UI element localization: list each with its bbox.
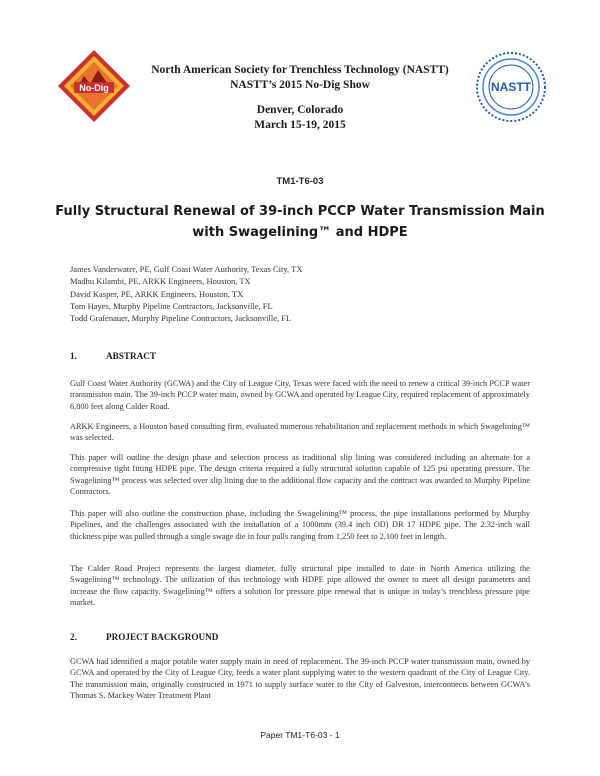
conference-location: Denver, Colorado bbox=[256, 104, 344, 116]
author-item: James Vanderwater, PE, Gulf Coast Water Authority, Texas City, TX bbox=[70, 264, 303, 274]
paragraph: ARKK Engineers, a Houston based consulting firm, evaluated numerous rehabilitation and replacement methods in which Swagelining™ was selected. bbox=[70, 422, 530, 443]
conference-dates: March 15-19, 2015 bbox=[254, 119, 346, 131]
page-footer: Paper TM1-T6-03 - 1 bbox=[260, 730, 340, 740]
svg-text:NASTT: NASTT bbox=[491, 80, 531, 94]
section-heading-abstract bbox=[70, 351, 156, 361]
paragraph: GCWA had identified a major potable water supply main in need of replacement. The 39-inch PCCP water transmission main, owned by GCWA and operated by the City of League City, feeds a water plant supplying water to the western quadrant of the City of League City. The transmission main, originally constructed in 1971 to supply surface water to the City of Galveston, interconnects between GCWA’s Thomas S. Mackey Water Treatment Plant bbox=[70, 657, 530, 701]
section-number: 1. bbox=[70, 351, 77, 361]
section-title: PROJECT BACKGROUND bbox=[106, 632, 219, 642]
paragraph: This paper will outline the design phase and selection process as traditional slip lining was considered including an alternate for a compressive tight fitting HDPE pipe. The design criteria required a fully structural solution capable of 125 psi operating pressure. The Swagelining™ process was selected over slip lining due to the additional flow capacity and the contract was awarded to Murphy Pipeline Contractors. bbox=[70, 453, 530, 497]
title-line-2: with Swagelining™ and HDPE bbox=[192, 225, 408, 240]
conference-org: North American Society for Trenchless Technology (NASTT) bbox=[151, 64, 449, 76]
section-number: 2. bbox=[70, 632, 77, 642]
paragraph: This paper will also outline the construction phase, including the Swagelining™ process, the pipe installations performed by Murphy Pipelines, and the challenges associated with the installation of a 1000mm (39.4 inch OD) DR 17 HDPE pipe. The 2.32-inch wall thickness pipe was pulled through a single swage die in four pulls ranging from 1,250 feet to 2,100 feet in length. bbox=[70, 509, 530, 541]
author-item: David Kasper, PE, ARKK Engineers, Houston, TX bbox=[70, 288, 244, 299]
conference-show: NASTT’s 2015 No-Dig Show bbox=[230, 79, 370, 91]
paper-code: TM1-T6-03 bbox=[276, 176, 324, 187]
paragraph: The Calder Road Project represents the largest diameter, fully structural pipe installed to date in North America utilizing the Swagelining™ technology. The utilization of this technology with HDPE pipe allowed the owner to meet all design parameters and increase the flow capacity. Swagelining™ offers a solution for pressure pipe renewal that is unique in today’s trenchless pressure pipe market. bbox=[70, 564, 530, 608]
paragraph: Gulf Coast Water Authority (GCWA) and the City of League City, Texas were faced with the need to renew a critical 39-inch PCCP water transmission main. The 39-inch PCCP water main, owned by GCWA and operated by League City, required replacement of approximately 6,800 feet along Calder Road. bbox=[70, 379, 530, 411]
author-item: Tom Hayes, Murphy Pipeline Contractors, Jacksonville, FL bbox=[70, 300, 273, 311]
section-heading-background bbox=[70, 632, 218, 642]
svg-text:No-Dig: No-Dig bbox=[79, 83, 109, 93]
section-title: ABSTRACT bbox=[106, 351, 157, 361]
nastt-logo bbox=[474, 50, 548, 124]
author-item: Todd Grafenauer, Murphy Pipeline Contractors, Jacksonville, FL bbox=[70, 313, 292, 324]
author-item: Madhu Kilambi, PE, ARKK Engineers, Houston, TX bbox=[70, 276, 251, 287]
title-line-1: Fully Structural Renewal of 39-inch PCCP Water Transmission Main bbox=[55, 204, 545, 219]
author-list bbox=[70, 263, 540, 324]
paper-title bbox=[40, 201, 560, 243]
no-dig-logo bbox=[54, 46, 134, 126]
